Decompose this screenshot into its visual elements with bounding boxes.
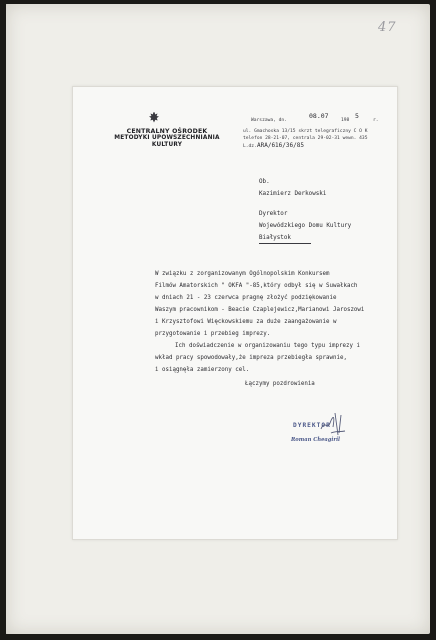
recipient-institution: Wojewódzkiego Domu Kultury [259, 223, 352, 229]
recipient-title: Dyrektor [259, 211, 288, 217]
date-suffix: r. [373, 118, 379, 123]
body-line-9: i osiągnęła zamierzony cel. [155, 367, 250, 373]
reference-number: ARA/616/36/85 [257, 142, 304, 149]
body-line-8: wkład pracy spowodowały,że impreza przebiegła sprawnie, [155, 355, 347, 361]
date-stamp-day: 08.07 [309, 112, 329, 120]
reference-label: L.dz. [243, 144, 257, 149]
body-line-4: Waszym pracownikom - Beacie Czaplejewicz,Marianowi Jaroszowi [155, 307, 365, 313]
city-underline [259, 243, 311, 244]
recipient-name: Kazimierz Derkowski [259, 191, 327, 197]
handwritten-signature-icon [317, 409, 351, 437]
body-line-3: w dniach 21 - 23 czerwca pragnę złożyć podziękowanie [155, 295, 337, 301]
phone-line: telefon 28-21-07, centrala 29-02-31 wewn. 435 [243, 136, 368, 141]
signatory-name: Roman Cheagiril [291, 437, 341, 443]
letter-document [72, 86, 398, 540]
org-name-line-2: METODYKI UPOWSZECHNIANIA [114, 135, 220, 141]
recipient-salutation: Ob. [259, 179, 270, 185]
eagle-emblem-icon [147, 111, 161, 125]
date-year-prefix: 198 [341, 118, 350, 123]
org-name-line-3: KULTURY [151, 142, 183, 148]
body-line-6: przygotowanie i przebieg imprezy. [155, 331, 271, 337]
place-date-label: Warszawa, dn. [251, 118, 287, 123]
body-line-7: Ich doświadczenie w organizowaniu tego typu imprezy i [175, 343, 360, 349]
recipient-city: Białystok [259, 235, 291, 241]
body-line-2: Filmów Amatorskich " OKFA "-85,który odbył się w Suwałkach [155, 283, 358, 289]
address-line: ul. Gmachoska 13/15 skrzt telegraficzny C O K [243, 129, 368, 134]
body-line-5: i Krzysztofowi Więckowskiemu za duże zaangażowanie w [155, 319, 337, 325]
body-line-1: W związku z zorganizowanym Ogólnopolskim Konkursem [155, 271, 330, 277]
date-stamp-year: 5 [355, 112, 359, 120]
org-name-line-1: CENTRALNY OŚRODEK [126, 128, 208, 135]
signature-title: DYREKTOR [293, 422, 331, 429]
archive-page-number: 47 [378, 20, 397, 35]
closing-greeting: Łączymy pozdrowienia [245, 381, 315, 387]
